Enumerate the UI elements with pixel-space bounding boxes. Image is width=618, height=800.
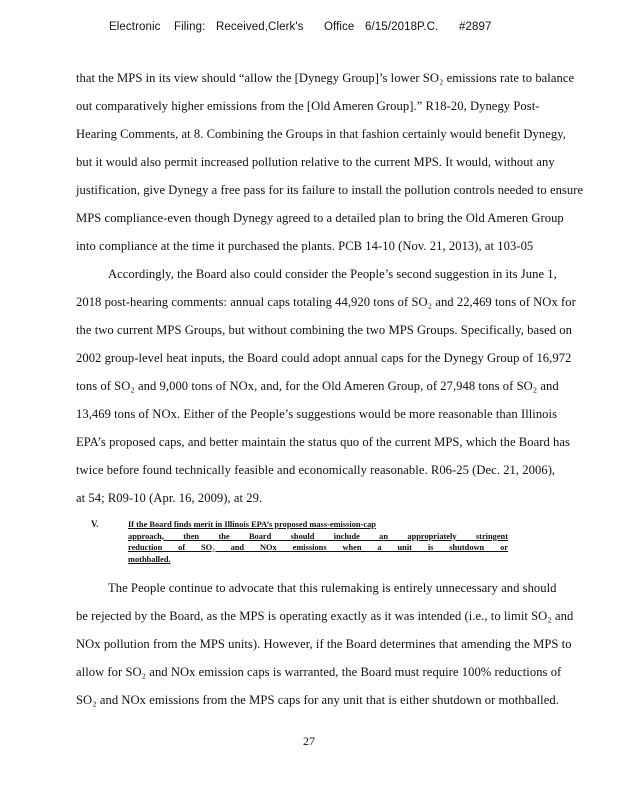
- paragraph-line: NOx pollution from the MPS units). However, if the Board determines that amending the MPS to: [76, 637, 572, 651]
- paragraph-line: 2002 group-level heat inputs, the Board could adopt annual caps for the Dynegy Group of 16,972: [76, 351, 572, 365]
- paragraph-line: but it would also permit increased pollution relative to the current MPS. It would, without any: [76, 155, 555, 169]
- paragraph-line: The People continue to advocate that this rulemaking is entirely unnecessary and should: [108, 581, 557, 595]
- section-heading-line: reduction of SO₂ and NOx emissions when a unit is shutdown or: [128, 543, 508, 552]
- section-heading-line: approach, then the Board should include an appropriately stringent: [128, 531, 508, 541]
- paragraph-line: twice before found technically feasible and economically reasonable. R06-25 (Dec. 21, 2006),: [76, 463, 556, 477]
- paragraph-line: the two current MPS Groups, but without combining the two MPS Groups. Specifically, based on: [76, 323, 572, 337]
- header-filing: Filing:: [174, 21, 206, 33]
- paragraph-line: Hearing Comments, at 8. Combining the Groups in that fashion certainly would benefit Dynegy,: [76, 127, 566, 141]
- paragraph-line: tons of SO₂ and 9,000 tons of NOx, and, for the Old Ameren Group, of 27,948 tons of SO₂ and: [76, 379, 559, 393]
- paragraph-line: that the MPS in its view should “allow the [Dynegy Group]’s lower SO₂ emissions rate to balance: [76, 71, 575, 85]
- paragraph-line: into compliance at the time it purchased the plants. PCB 14-10 (Nov. 21, 2013), at 103-05: [76, 239, 534, 253]
- paragraph-line: justification, give Dynegy a free pass for its failure to install the pollution controls needed to ensure: [76, 183, 584, 197]
- paragraph-line: Accordingly, the Board also could consider the People’s second suggestion in its June 1,: [108, 267, 557, 281]
- paragraph-line: at 54; R09-10 (Apr. 16, 2009), at 29.: [76, 491, 263, 505]
- header-received: Received,Clerk's: [216, 21, 304, 33]
- section-heading-line: mothballed.: [128, 554, 171, 564]
- header-electronic: Electronic: [109, 21, 161, 33]
- section-heading-line: If the Board finds merit in Illinois EPA’s proposed mass-emission-cap: [128, 520, 376, 529]
- paragraph-line: out comparatively higher emissions from the [Old Ameren Group].” R18-20, Dynegy Post-: [76, 99, 540, 113]
- paragraph-line: 13,469 tons of NOx. Either of the People’s suggestions would be more reasonable than Illinois: [76, 407, 558, 421]
- paragraph-line: SO₂ and NOx emissions from the MPS caps for any unit that is either shutdown or mothballed.: [76, 693, 559, 707]
- header-date: 6/15/2018P.C.: [365, 21, 439, 33]
- page-number: 27: [303, 734, 315, 748]
- paragraph-line: be rejected by the Board, as the MPS is operating exactly as it was intended (i.e., to limit SO₂ and: [76, 609, 574, 623]
- section-heading: [128, 519, 508, 565]
- header-office: Office: [324, 21, 355, 33]
- section-number: V.: [91, 519, 99, 529]
- paragraph-line: EPA’s proposed caps, and better maintain the status quo of the current MPS, which the Board has: [76, 435, 570, 449]
- header-number: #2897: [459, 21, 492, 33]
- paragraph-line: allow for SO₂ and NOx emission caps is warranted, the Board must require 100% reductions of: [76, 665, 562, 679]
- paragraph-line: MPS compliance-even though Dynegy agreed to a detailed plan to bring the Old Ameren Group: [76, 211, 564, 225]
- paragraph-line: 2018 post-hearing comments: annual caps totaling 44,920 tons of SO₂ and 22,469 tons of NOx for: [76, 295, 576, 309]
